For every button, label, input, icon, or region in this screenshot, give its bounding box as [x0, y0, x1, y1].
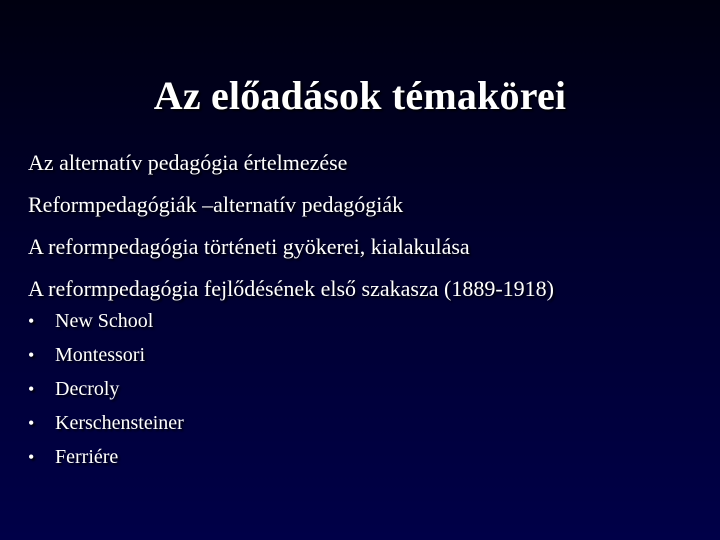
topic-item: Reformpedagógiák –alternatív pedagógiák: [28, 192, 404, 217]
bullet-item: [28, 304, 428, 338]
topic-item: A reformpedagógia történeti gyökerei, kialakulása: [28, 234, 470, 259]
slide-title: Az előadások témakörei: [153, 73, 567, 118]
bullet-label: Montessori: [55, 344, 145, 366]
bullet-icon: •: [28, 311, 35, 331]
topic-item: Az alternatív pedagógia értelmezése: [28, 150, 348, 175]
bullet-label: Ferriére: [55, 446, 119, 468]
bullet-icon: •: [28, 345, 35, 365]
bullet-label: Decroly: [55, 378, 120, 400]
topic-list: [28, 142, 708, 310]
bullet-label: Kerschensteiner: [55, 412, 184, 434]
bullet-list: [28, 304, 428, 474]
bullet-item: [28, 338, 428, 372]
bullet-icon: •: [28, 447, 35, 467]
bullet-item: [28, 440, 428, 474]
bullet-item: [28, 372, 428, 406]
bullet-icon: •: [28, 413, 35, 433]
bullet-icon: •: [28, 379, 35, 399]
bullet-label: New School: [55, 310, 154, 332]
bullet-item: [28, 406, 428, 440]
topic-item: A reformpedagógia fejlődésének első szakasza (1889-1918): [28, 276, 554, 301]
